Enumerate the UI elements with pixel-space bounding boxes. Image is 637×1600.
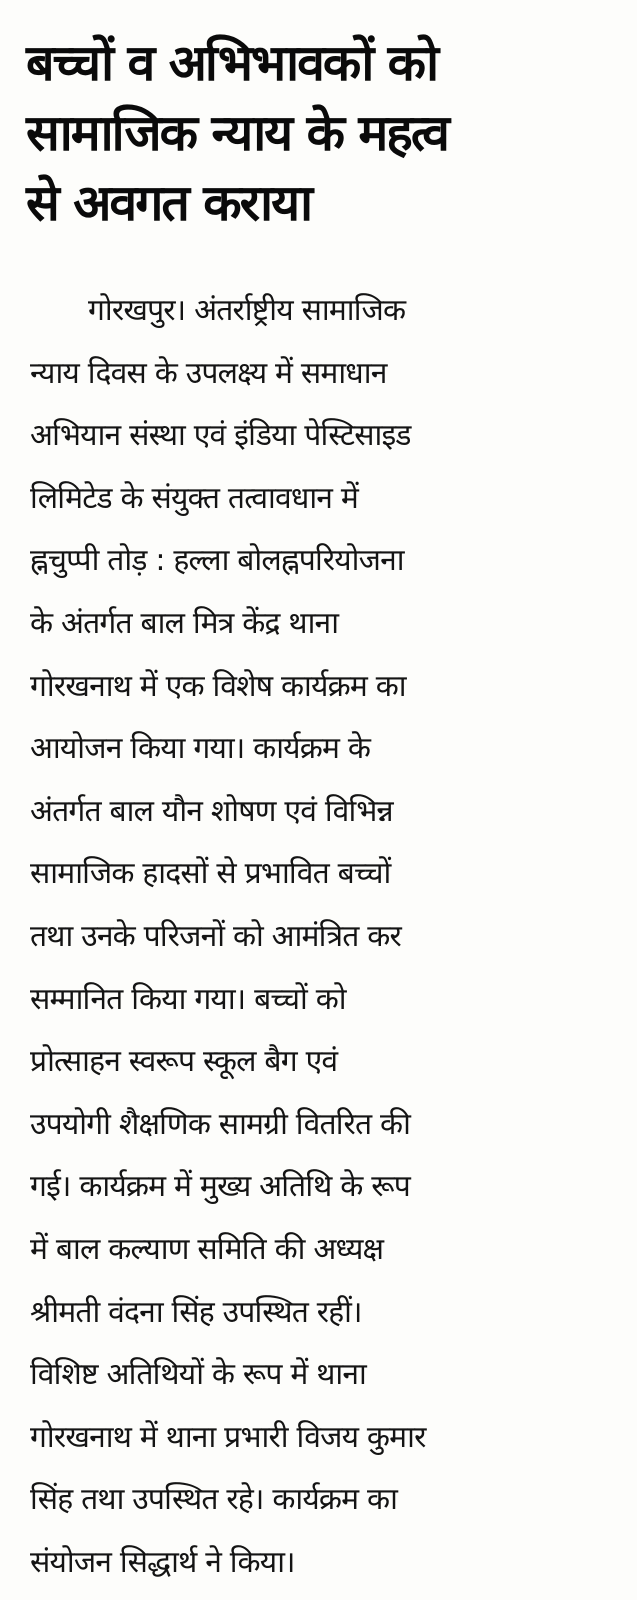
headline-line: बच्चों व अभिभावकों को [26, 34, 438, 92]
headline [26, 28, 616, 238]
article-line: न्याय दिवस के उपलक्ष्य में समाधान [30, 355, 387, 391]
article-line: आयोजन किया गया। कार्यक्रम के [30, 731, 371, 767]
article-line: अभियान संस्था एवं इंडिया पेस्टिसाइड [30, 418, 411, 454]
article-line: के अंतर्गत बाल मित्र केंद्र थाना [30, 605, 339, 641]
article-line: गोरखपुर। अंतर्राष्ट्रीय सामाजिक [88, 293, 406, 328]
article-line: संयोजन सिद्धार्थ ने किया। [30, 1544, 295, 1580]
headline-line: सामाजिक न्याय के महत्व [26, 104, 448, 162]
article-line: उपयोगी शैक्षणिक सामग्री वितरित की [30, 1106, 411, 1142]
article-line: गोरखनाथ में एक विशेष कार्यक्रम का [30, 668, 406, 704]
article-line: विशिष्ट अतिथियों के रूप में थाना [30, 1357, 367, 1393]
article-line: श्रीमती वंदना सिंह उपस्थित रहीं। [30, 1294, 362, 1330]
article-body [30, 280, 582, 1594]
article-line: सामाजिक हादसों से प्रभावित बच्चों [30, 856, 391, 892]
headline-line: से अवगत कराया [26, 174, 312, 232]
article-line: सिंह तथा उपस्थित रहे। कार्यक्रम का [30, 1482, 398, 1518]
article-line: तथा उनके परिजनों को आमंत्रित कर [30, 918, 401, 954]
article-line: में बाल कल्याण समिति की अध्यक्ष [30, 1231, 384, 1267]
article-line: प्रोत्साहन स्वरूप स्कूल बैग एवं [30, 1044, 338, 1080]
article-line: लिमिटेड के संयुक्त तत्वावधान में [30, 480, 359, 516]
article-line: गई। कार्यक्रम में मुख्य अतिथि के रूप [30, 1169, 410, 1205]
article-line: अंतर्गत बाल यौन शोषण एवं विभिन्न [30, 793, 393, 829]
article-line: गोरखनाथ में थाना प्रभारी विजय कुमार [30, 1419, 426, 1455]
article-line: ह्नचुप्पी तोड़ : हल्ला बोलह्नपरियोजना [30, 543, 404, 579]
article-line: सम्मानित किया गया। बच्चों को [30, 981, 346, 1017]
